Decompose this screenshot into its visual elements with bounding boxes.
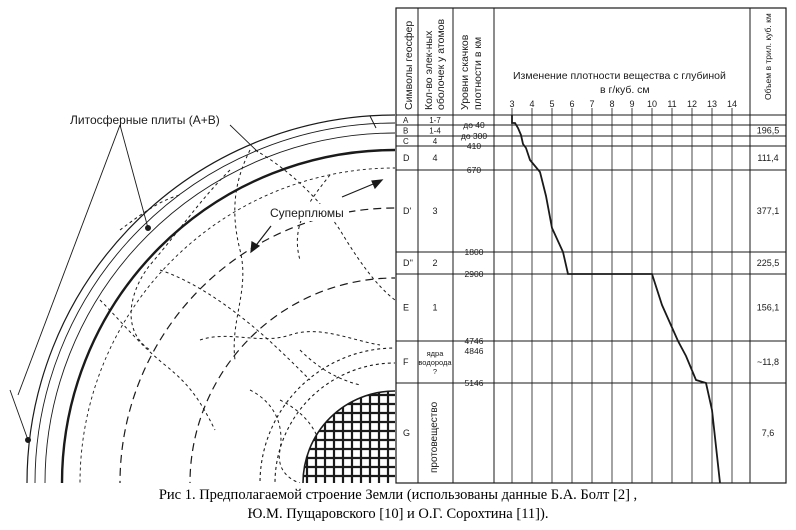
density-grid (512, 108, 732, 483)
cell-symbol: C (403, 137, 409, 146)
cell-electrons: 3 (432, 206, 438, 216)
plates-leader-lines (10, 125, 258, 440)
cell-level: до 300 (460, 131, 488, 141)
superplumes-label: Суперплюмы (270, 206, 344, 220)
header-electrons-1: Кол-во элек-ных (423, 30, 435, 110)
figure-caption-line-2: Ю.М. Пущаровского [10] и О.Г. Сорохтина [11]). (247, 506, 549, 522)
cell-electrons: 4 (432, 153, 438, 163)
figure-caption-line-1: Рис 1. Предполагаемой строение Земли (использованы данные Б.А. Болт [2] , (158, 487, 638, 503)
header-volume: Объем в трил. куб. км (763, 13, 773, 100)
cell-symbol: D' (403, 206, 412, 216)
density-tick-label: 5 (549, 99, 555, 109)
density-tick-label: 4 (529, 99, 535, 109)
cell-electrons: 1 (432, 302, 438, 313)
plates-label: Литосферные плиты (A+B) (70, 113, 220, 127)
header-levels-1: Уровни скачков (459, 34, 471, 110)
plate-marker-dot (146, 226, 151, 231)
inner-core-grid (303, 391, 395, 483)
cell-level: 1800 (464, 247, 484, 257)
table-row-lines (396, 125, 786, 383)
cell-symbol: E (403, 302, 410, 313)
cell-level: 670 (466, 165, 482, 175)
cell-volume: 377,1 (756, 206, 780, 216)
density-tick-label: 9 (629, 99, 635, 109)
plate-marker-dot (26, 438, 31, 443)
density-tick-label: 3 (509, 99, 515, 109)
density-axis-ticks (509, 99, 737, 109)
cell-volume: 156,1 (756, 302, 780, 313)
cell-symbol: F (403, 357, 409, 367)
density-tick-label: 11 (667, 99, 677, 109)
cell-level: 4746 4846 (464, 336, 484, 356)
density-tick-label: 14 (726, 99, 738, 109)
cell-level: до 40 (463, 120, 485, 130)
earth-cross-section (10, 115, 763, 530)
cell-electrons: 1-7 (429, 116, 441, 125)
cell-volume: 111,4 (757, 153, 779, 163)
density-title-1: Изменение плотности вещества с глубиной (513, 70, 726, 82)
header-symbols: Символы геосфер (403, 20, 415, 110)
cell-volume: ~11,8 (756, 357, 780, 367)
cell-electrons: ядра водорода ? (418, 349, 452, 376)
cell-electrons: протовещество (429, 401, 440, 473)
cell-level: 2900 (464, 269, 484, 279)
density-tick-label: 12 (686, 99, 698, 109)
header-electrons-2: оболочек у атомов (435, 18, 447, 110)
density-tick-label: 7 (589, 99, 595, 109)
header-levels-2: плотности в км (472, 36, 484, 110)
cell-level: 410 (466, 141, 482, 151)
cell-symbol: A (403, 116, 409, 125)
cell-electrons: 4 (432, 137, 438, 146)
cell-volume: 196,5 (756, 125, 780, 136)
density-tick-label: 13 (706, 99, 718, 109)
density-title-2: в г/куб. см (600, 84, 650, 96)
cell-volume: 7,6 (761, 428, 775, 438)
cell-volume: 225,5 (756, 258, 780, 268)
cell-symbol: D (403, 153, 410, 163)
cell-symbol: D'' (403, 258, 413, 268)
cell-level: 5146 (464, 378, 484, 388)
cell-electrons: 2 (432, 258, 438, 268)
density-tick-label: 8 (609, 99, 615, 109)
cell-electrons: 1-4 (429, 126, 441, 136)
density-tick-label: 10 (646, 99, 658, 109)
ring-tick (370, 116, 376, 128)
density-tick-label: 6 (569, 99, 575, 109)
cell-symbol: B (403, 126, 409, 136)
cell-symbol: G (403, 428, 411, 438)
